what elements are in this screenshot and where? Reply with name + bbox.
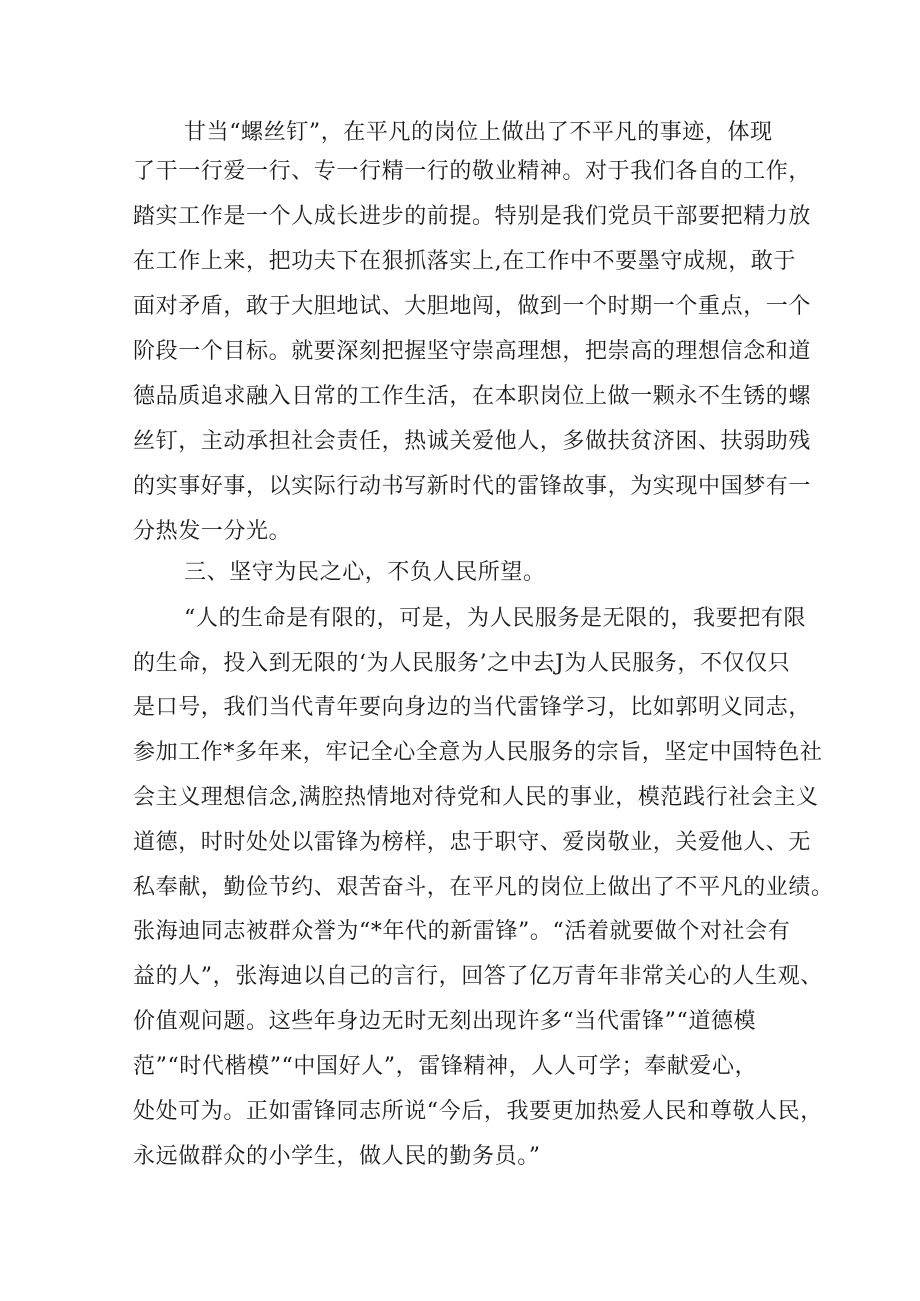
paragraph-2-line-2: 的生命，投入到无限的‘为人民服务’之中去J为人民服务，不仅仅只 <box>133 651 791 676</box>
paragraph-2-line-8: 张海迪同志被群众誉为“*年代的新雷锋”。“活着就要做个对社会有 <box>133 919 791 944</box>
paragraph-1-line-4: 在工作上来，把功夫下在狠抓落实上,在工作中不要墨守成规，敢于 <box>133 249 796 274</box>
paragraph-1-line-7: 德品质追求融入日常的工作生活，在本职岗位上做一颗永不生锈的螺 <box>133 384 812 409</box>
paragraph-2-line-7: 私奉献，勤俭节约、艰苦奋斗，在平凡的岗位上做出了不平凡的业绩。 <box>133 875 834 900</box>
paragraph-1-line-10: 分热发一分光。 <box>133 519 292 544</box>
paragraph-2-line-12: 处处可为。正如雷锋同志所说“今后，我要更加热爱人民和尊敬人民， <box>133 1099 823 1124</box>
paragraph-2-line-13: 永远做群众的小学生，做人民的勤务员。” <box>133 1144 541 1169</box>
paragraph-1-line-6: 阶段一个目标。就要深刻把握坚守崇高理想，把崇高的理想信念和道 <box>133 339 812 364</box>
paragraph-1-line-2: 了干一行爱一行、专一行精一行的敬业精神。对于我们各自的工作， <box>133 159 812 184</box>
paragraph-2-line-9: 益的人”，张海迪以自己的言行，回答了亿万青年非常关心的人生观、 <box>133 964 823 989</box>
paragraph-2-line-5: 会主义理想信念,满腔热情地对待党和人民的事业，模范践行社会主义 <box>133 785 819 810</box>
paragraph-1-line-5: 面对矛盾，敢于大胆地试、大胆地闯，做到一个时期一个重点，一个 <box>133 294 812 319</box>
paragraph-1-line-3: 踏实工作是一个人成长进步的前提。特别是我们党员干部要把精力放 <box>133 204 812 229</box>
paragraph-1-line-9: 的实事好事，以实际行动书写新时代的雷锋故事，为实现中国梦有一 <box>133 474 812 499</box>
paragraph-1-line-1: 甘当“螺丝钉”，在平凡的岗位上做出了不平凡的事迹，体现 <box>184 120 773 145</box>
paragraph-1-line-8: 丝钉，主动承担社会责任，热诚关爱他人，多做扶贫济困、扶弱助残 <box>133 429 812 454</box>
paragraph-2-line-11: 范”“时代楷模”“中国好人”，雷锋精神，人人可学；奉献爱心， <box>133 1054 758 1079</box>
paragraph-2-line-1: “人的生命是有限的，可是，为人民服务是无限的，我要把有限 <box>184 606 807 631</box>
paragraph-2-line-4: 参加工作*多年来，牢记全心全意为人民服务的宗旨，坚定中国特色社 <box>133 740 823 765</box>
section-heading: 三、坚守为民之心，不负人民所望。 <box>184 560 546 585</box>
paragraph-2-line-10: 价值观问题。这些年身边无时无刻出现许多“当代雷锋”“道德模 <box>133 1009 757 1034</box>
paragraph-2-line-6: 道德，时时处处以雷锋为榜样，忠于职守、爱岗敬业，关爱他人、无 <box>133 830 812 855</box>
paragraph-2-line-3: 是口号，我们当代青年要向身边的当代雷锋学习，比如郭明义同志， <box>133 695 812 720</box>
